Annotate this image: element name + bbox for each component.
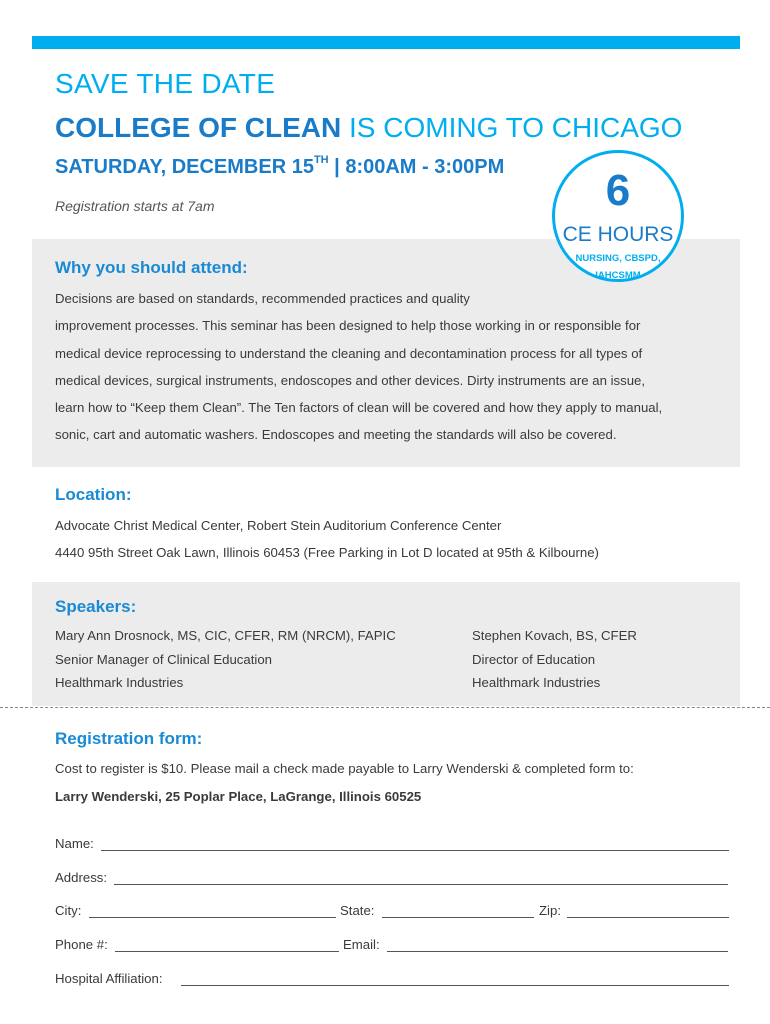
event-date-time: [55, 156, 504, 179]
speaker-company: Healthmark Industries: [55, 675, 184, 690]
accreditation-line-1: NURSING, CBSPD,: [575, 253, 661, 264]
city-state-zip-row: [55, 903, 730, 921]
cut-line-divider: [0, 707, 770, 708]
accreditation-line-2: IAHCSMM: [595, 270, 641, 281]
name-field-row: [55, 836, 730, 854]
why-line: medical device reprocessing to understand the cleaning and decontamination process for all types of: [55, 345, 643, 361]
state-field[interactable]: [382, 917, 534, 918]
location-body: [55, 512, 599, 567]
zip-field[interactable]: [567, 917, 729, 918]
location-venue: Advocate Christ Medical Center, Robert Stein Auditorium Conference Center: [55, 518, 502, 533]
ce-hours-number: 6: [605, 166, 631, 215]
speakers-title: Speakers:: [55, 597, 137, 616]
city-label: City:: [55, 903, 82, 918]
event-time: | 8:00AM - 3:00PM: [328, 156, 505, 178]
phone-label: Phone #:: [55, 937, 108, 952]
why-line: learn how to “Keep them Clean”. The Ten factors of clean will be covered and how they apply to manual,: [55, 400, 663, 416]
headline-bold: COLLEGE OF CLEAN: [55, 112, 342, 143]
why-attend-title: Why you should attend:: [55, 258, 248, 277]
location-title: Location:: [55, 485, 132, 504]
email-label: Email:: [343, 937, 380, 952]
why-attend-body: [55, 285, 662, 449]
speaker-1: [55, 624, 396, 695]
why-line: Decisions are based on standards, recommended practices and quality: [55, 291, 470, 306]
hospital-affiliation-field[interactable]: [181, 985, 729, 986]
event-date: SATURDAY, DECEMBER 15: [55, 156, 314, 178]
email-field[interactable]: [387, 951, 728, 952]
city-field[interactable]: [89, 917, 336, 918]
speaker-company: Healthmark Industries: [472, 675, 601, 690]
why-line: sonic, cart and automatic washers. Endoscopes and meeting the standards will also be covered.: [55, 427, 617, 443]
zip-label: Zip:: [539, 903, 561, 918]
phone-email-row: [55, 937, 730, 955]
registration-form-title: Registration form:: [55, 729, 203, 748]
registration-cost-text: Cost to register is $10. Please mail a check made payable to Larry Wenderski & completed form to:: [55, 761, 634, 776]
speaker-name: Stephen Kovach, BS, CFER: [472, 628, 637, 643]
hospital-label: Hospital Affiliation:: [55, 971, 163, 986]
speaker-role: Senior Manager of Clinical Education: [55, 651, 272, 667]
registration-start-note: Registration starts at 7am: [55, 198, 215, 214]
speaker-2: [472, 624, 637, 695]
headline-rest: IS COMING TO CHICAGO: [341, 112, 683, 143]
address-field-row: [55, 870, 730, 888]
address-field[interactable]: [114, 884, 728, 885]
ce-hours-badge: [552, 150, 684, 282]
date-suffix: TH: [313, 154, 329, 166]
name-label: Name:: [55, 836, 94, 851]
address-label: Address:: [55, 870, 108, 885]
top-accent-bar: [32, 36, 740, 49]
save-the-date-heading: SAVE THE DATE: [55, 68, 276, 99]
speaker-name: Mary Ann Drosnock, MS, CIC, CFER, RM (NRCM), FAPIC: [55, 628, 396, 643]
speaker-role: Director of Education: [472, 651, 596, 667]
mailing-address: Larry Wenderski, 25 Poplar Place, LaGrange, Illinois 60525: [55, 789, 422, 804]
state-label: State:: [340, 903, 375, 918]
hospital-field-row: [55, 971, 730, 989]
why-line: medical devices, surgical instruments, endoscopes and other devices. Dirty instruments are an issue,: [55, 372, 646, 388]
event-headline: [55, 112, 682, 144]
name-field[interactable]: [101, 850, 729, 851]
location-address: 4440 95th Street Oak Lawn, Illinois 60453 (Free Parking in Lot D located at 95th & Kilbourne): [55, 545, 599, 561]
why-line: improvement processes. This seminar has been designed to help those working in or responsible for: [55, 318, 641, 334]
phone-field[interactable]: [115, 951, 339, 952]
ce-hours-label: CE HOURS: [562, 223, 674, 246]
